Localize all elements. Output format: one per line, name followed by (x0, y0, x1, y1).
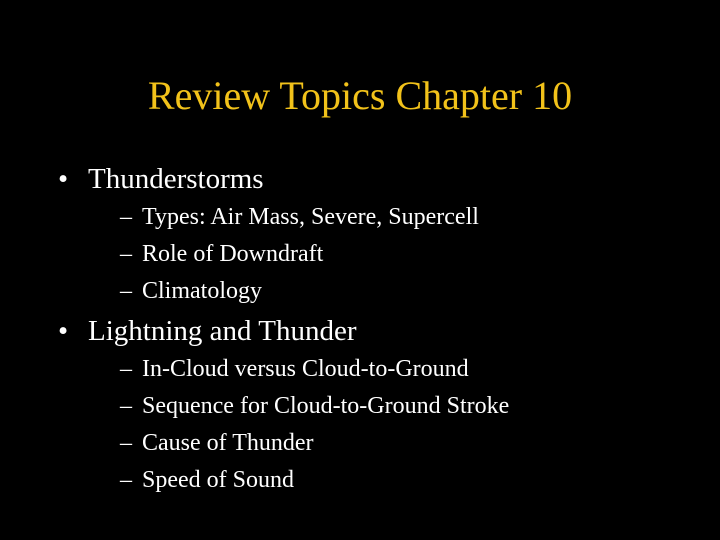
bullet-text: Thunderstorms (88, 163, 264, 195)
sub-dash: – (120, 204, 132, 230)
bullet-lightning-and-thunder (58, 314, 356, 348)
sub-item-text: In-Cloud versus Cloud-to-Ground (142, 356, 469, 382)
sub-item-text: Types: Air Mass, Severe, Supercell (142, 204, 479, 230)
sub-dash: – (120, 356, 132, 382)
sub-item-text: Climatology (142, 278, 262, 304)
sub-item (120, 202, 479, 232)
sub-item (120, 465, 294, 495)
bullet-thunderstorms (58, 162, 264, 196)
sub-item (120, 239, 323, 269)
sub-dash: – (120, 430, 132, 456)
sub-item (120, 428, 314, 458)
bullet-mark: • (58, 163, 69, 195)
sub-item (120, 276, 262, 306)
sub-item-text: Speed of Sound (142, 467, 294, 493)
sub-dash: – (120, 278, 132, 304)
sub-item (120, 354, 469, 384)
sub-item-text: Sequence for Cloud-to-Ground Stroke (142, 393, 510, 419)
sub-dash: – (120, 467, 132, 493)
sub-item-text: Cause of Thunder (142, 430, 314, 456)
sub-dash: – (120, 241, 132, 267)
bullet-mark: • (58, 315, 69, 347)
bullet-text: Lightning and Thunder (88, 315, 357, 347)
slide-title: Review Topics Chapter 10 (147, 73, 573, 118)
sub-dash: – (120, 393, 132, 419)
sub-item-text: Role of Downdraft (142, 241, 324, 267)
sub-item (120, 391, 509, 421)
